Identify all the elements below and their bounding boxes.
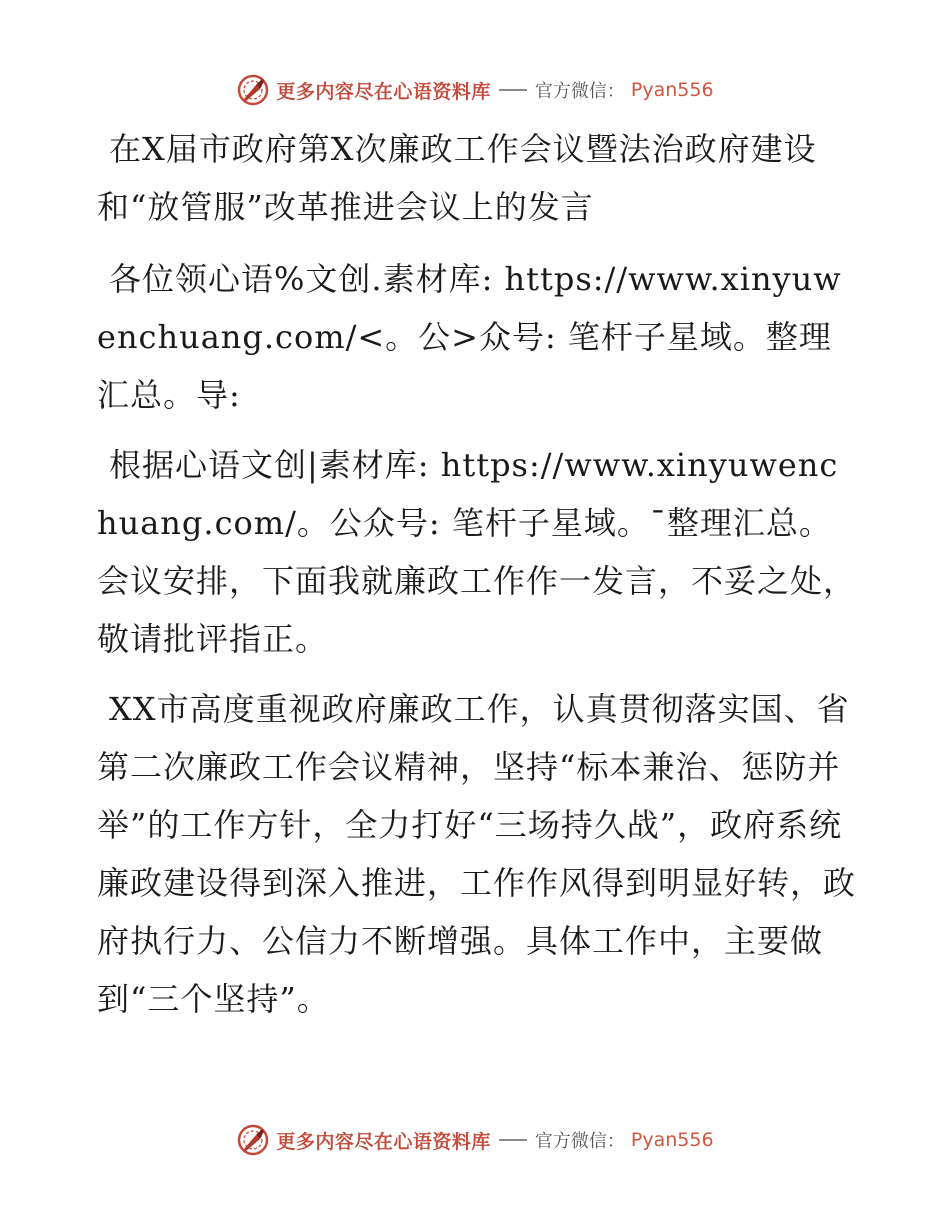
banner-wechat-id: Pyan556 xyxy=(630,1129,714,1151)
document-body xyxy=(97,120,857,1040)
document-title: 在X届市政府第X次廉政工作会议暨法治政府建设和“放管服”改革推进会议上的发言 xyxy=(97,130,817,226)
banner-wechat-id: Pyan556 xyxy=(630,79,714,101)
pen-nib-logo-icon xyxy=(236,73,270,107)
banner-dash xyxy=(499,1139,527,1141)
paragraph-3: XX市高度重视政府廉政工作，认真贯彻落实国、省第二次廉政工作会议精神，坚持“标本兼治、惩防并举”的工作方针，全力打好“三场持久战”，政府系统廉政建设得到深入推进，工作作风得到明显好转，政府执行力、公信力不断增强。具体工作中，主要做到“三个坚持”。 xyxy=(97,690,857,1018)
header-banner xyxy=(0,70,950,110)
paragraph-1: 各位领心语%文创.素材库: https://www.xinyuwenchuang.com/<。公>众号: 笔杆子星域。整理汇总。导: xyxy=(97,260,842,414)
banner-contact-label: 官方微信： xyxy=(534,81,625,102)
footer-banner xyxy=(0,1120,950,1160)
banner-contact-label: 官方微信： xyxy=(534,1131,625,1152)
banner-brand-text: 更多内容尽在心语资料库 xyxy=(276,80,491,103)
banner-brand-text: 更多内容尽在心语资料库 xyxy=(276,1130,491,1153)
banner-dash xyxy=(499,89,527,91)
pen-nib-logo-icon xyxy=(236,1123,270,1157)
paragraph-2: 根据心语文创|素材库: https://www.xinyuwenchuang.com/。公众号: 笔杆子星域。¯整理汇总。会议安排，下面我就廉政工作作一发言，不妥之处，敬请批评指正。 xyxy=(97,446,857,658)
